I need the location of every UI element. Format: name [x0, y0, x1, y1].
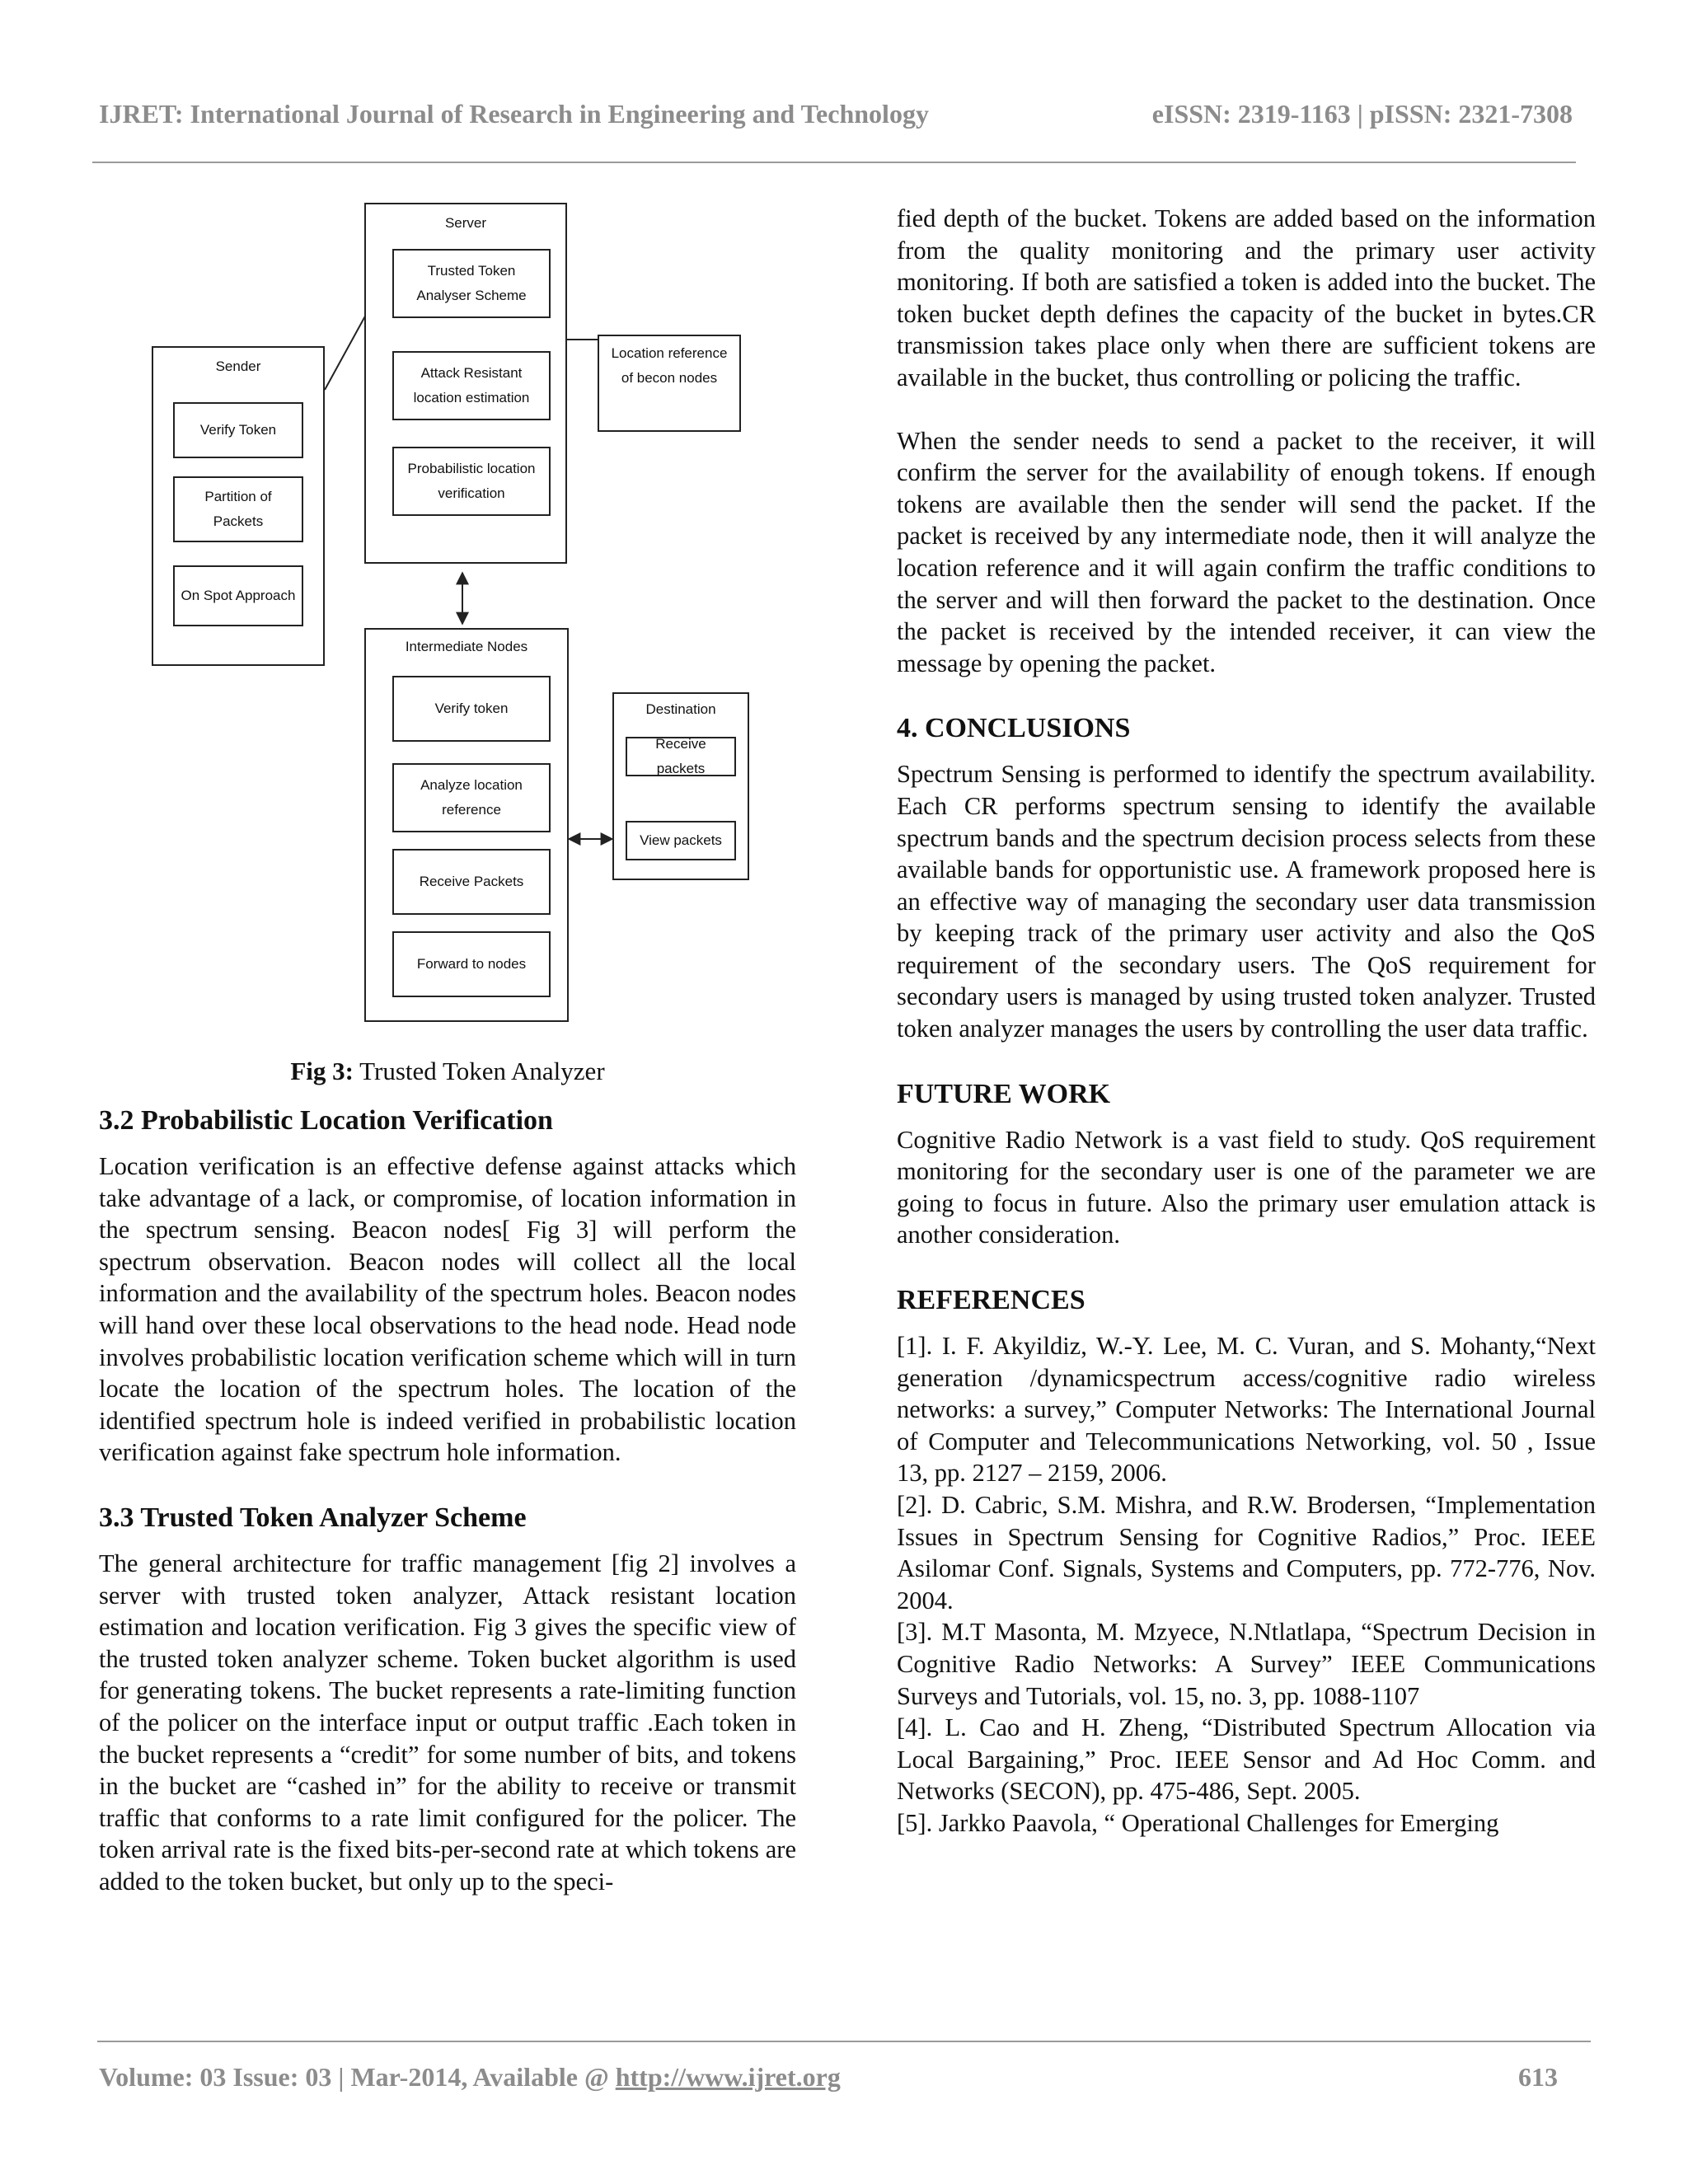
right-paragraph-1: fied depth of the bucket. Tokens are added based on the information from the quality monitoring and the primary user activity monitoring. If both are satisfied a token is added into the bucket. The token bucket depth defines the capacity of the bucket in bytes.CR transmission takes place only when there are sufficient tokens are available in the bucket, thus controlling or policing the traffic.	[897, 204, 1596, 391]
issn-info: eISSN: 2319-1163 | pISSN: 2321-7308	[1151, 99, 1573, 129]
volume-info: Volume: 03 Issue: 03 | Mar-2014, Available @	[99, 2062, 616, 2092]
left-column	[99, 1104, 796, 1897]
location-reference-box: Location reference of becon nodes	[598, 335, 741, 432]
reference-item: [5]. Jarkko Paavola, “ Operational Challenges for Emerging	[897, 1808, 1499, 1837]
conclusions-title: 4. CONCLUSIONS	[897, 713, 1131, 744]
page-number: 613	[1518, 2062, 1558, 2092]
view-packets-box: View packets	[626, 821, 736, 860]
header-rule	[92, 162, 1576, 163]
intermediate-nodes-title: Intermediate Nodes	[405, 639, 528, 654]
figure-caption	[99, 1055, 796, 1088]
footer-volume	[99, 2062, 841, 2093]
section-3-3-title: 3.3 Trusted Token Analyzer Scheme	[99, 1502, 527, 1533]
analyze-location-box: Analyze location reference	[392, 763, 551, 832]
reference-item: [4]. L. Cao and H. Zheng, “Distributed Spectrum Allocation via Local Bargaining,” Proc. IEEE Sensor and Ad Hoc Comm. and Networks (SECON), pp. 475-486, Sept. 2005.	[897, 1713, 1596, 1806]
trusted-token-analyzer-diagram	[148, 198, 758, 1022]
attack-resistant-box: Attack Resistant location estimation	[392, 351, 551, 420]
page-header	[99, 99, 1573, 132]
footer-rule	[97, 2041, 1591, 2042]
reference-item: [1]. I. F. Akyildiz, W.-Y. Lee, M. C. Vuran, and S. Mohanty,“Next generation /dynamicspectrum access/cognitive radio wireless networks: a survey,” Computer Networks: The International Journal of Computer and Telecommunications Networking, vol. 50 , Issue 13, pp. 2127 – 2159, 2006.	[897, 1332, 1596, 1488]
caption-label: Fig 3:	[290, 1057, 354, 1085]
section-3-2-text: Location verification is an effective defense against attacks which take advantage of a lack, or compromise, of location information in the spectrum sensing. Beacon nodes[ Fig 3] will perform the spectrum observation. Beacon nodes will collect all the local information and the availability of the spectrum holes. Beacon nodes will hand over these local observations to the head node. Head node involves probabilistic location verification scheme which will in turn locate the location of the spectrum holes. The location of the identified spectrum hole is indeed verified in probabilistic location verification against fake spectrum hole information.	[99, 1152, 796, 1467]
right-paragraph-2: When the sender needs to send a packet to the receiver, it will confirm the server for the availability of enough tokens. If enough tokens are available then the sender will send the packet. If the packet is received by any intermediate node, then it will analyze the location reference and it will again confirm the traffic conditions to the server and will then forward the packet to the destination. Once the packet is received by the intended receiver, it can view the message by opening the packet.	[897, 426, 1596, 677]
caption-text: Trusted Token Analyzer	[359, 1057, 605, 1085]
receive-packets-box: Receive Packets	[392, 849, 551, 915]
section-3-3-text: The general architecture for traffic management [fig 2] involves a server with trusted token analyzer, Attack resistant location estimation and location verification. Fig 3 gives the specific view of the trusted token analyzer scheme. Token bucket algorithm is used for generating tokens. The bucket represents a rate-limiting function of the policer on the interface input or output traffic .Each token in the bucket represents a “credit” for some number of bits, and tokens in the bucket are “cashed in” for the ability to receive or transmit traffic that conforms to a rate limit configured for the policer. The token arrival rate is the fixed bits-per-second rate at which tokens are added to the token bucket, but only up to the speci-	[99, 1549, 796, 1896]
references-list	[897, 1330, 1596, 1840]
journal-link[interactable]: http://www.ijret.org	[615, 2062, 841, 2092]
trusted-token-analyser-box: Trusted Token Analyser Scheme	[392, 249, 551, 318]
probabilistic-verification-box: Probabilistic location verification	[392, 447, 551, 516]
section-3-2-title: 3.2 Probabilistic Location Verification	[99, 1105, 553, 1136]
reference-item: [3]. M.T Masonta, M. Mzyece, N.Ntlatlapa, “Spectrum Decision in Cognitive Radio Networks: A Survey” IEEE Communications Surveys and Tutorials, vol. 15, no. 3, pp. 1088-1107	[897, 1618, 1596, 1710]
int-verify-token-box: Verify token	[392, 676, 551, 742]
sender-title: Sender	[215, 359, 261, 374]
future-work-text: Cognitive Radio Network is a vast field to study. QoS requirement monitoring for the secondary user is one of the parameter we are going to focus in future. Also the primary user emulation attack is another consideration.	[897, 1125, 1596, 1249]
references-title: REFERENCES	[897, 1285, 1085, 1316]
on-spot-approach-box: On Spot Approach	[173, 565, 303, 626]
dest-receive-packets-box: Receive packets	[626, 737, 736, 776]
reference-item: [2]. D. Cabric, S.M. Mishra, and R.W. Brodersen, “Implementation Issues in Spectrum Sensing for Cognitive Radios,” Proc. IEEE Asilomar Conf. Signals, Systems and Computers, pp. 772-776, Nov. 2004.	[897, 1491, 1596, 1615]
conclusions-text: Spectrum Sensing is performed to identify the spectrum availability. Each CR performs spectrum sensing to identify the available spectrum bands and the spectrum decision process selects from these available bands for opportunistic use. A framework proposed here is an effective way of managing the secondary user data transmission by keeping track of the primary user activity and also the QoS requirement of the secondary users. The QoS requirement for secondary users is managed by using trusted token analyzer. Trusted token analyzer manages the users by controlling the user data traffic.	[897, 760, 1596, 1043]
page-footer	[99, 2062, 1558, 2095]
verify-token-box: Verify Token	[173, 402, 303, 458]
server-title: Server	[444, 215, 487, 231]
partition-packets-box: Partition of Packets	[173, 476, 303, 542]
destination-title: Destination	[645, 701, 716, 717]
future-work-title: FUTURE WORK	[897, 1078, 1111, 1109]
right-column	[897, 203, 1596, 1840]
journal-title: IJRET: International Journal of Research in Engineering and Technology	[99, 99, 929, 129]
forward-to-nodes-box: Forward to nodes	[392, 931, 551, 997]
